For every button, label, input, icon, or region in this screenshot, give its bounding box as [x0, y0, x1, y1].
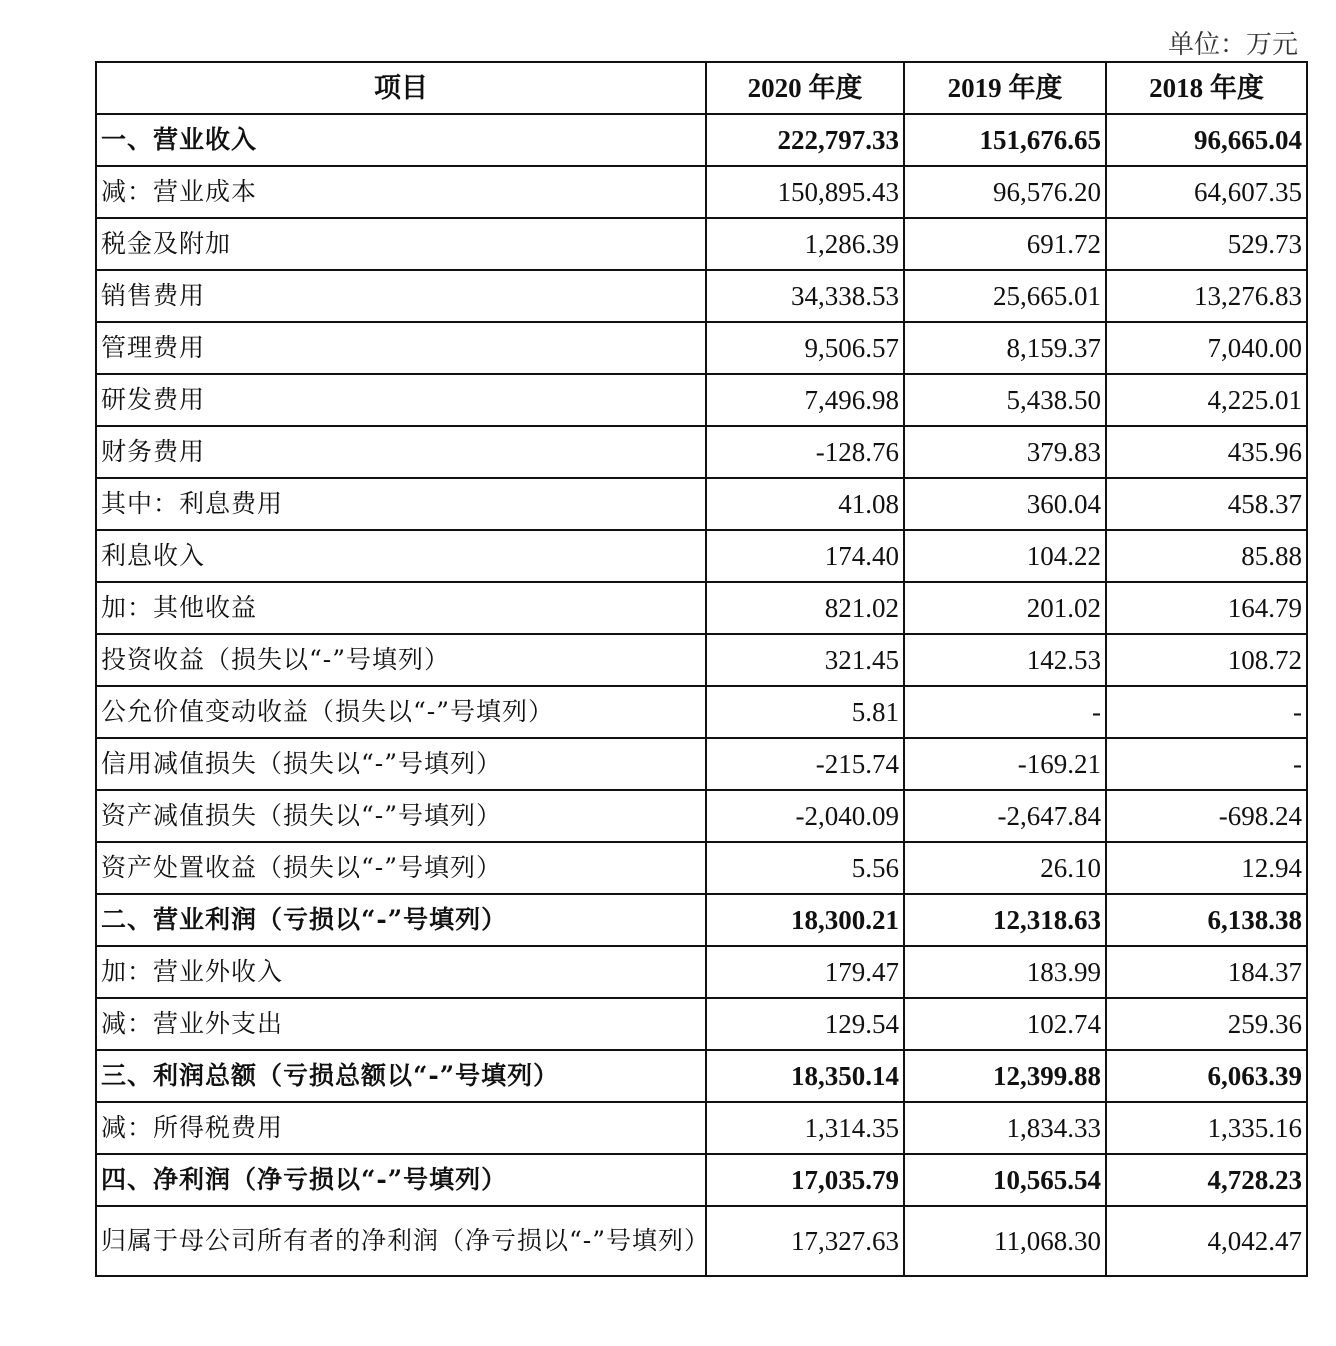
- value-2020: 5.56: [706, 842, 904, 894]
- row-label: 四、净利润（净亏损以“-”号填列）: [96, 1154, 706, 1206]
- table-row: [96, 218, 1307, 270]
- value-2019: -: [904, 686, 1106, 738]
- value-2018: 6,138.38: [1106, 894, 1307, 946]
- value-2018: 7,040.00: [1106, 322, 1307, 374]
- value-2020: 222,797.33: [706, 114, 904, 166]
- value-2018: 435.96: [1106, 426, 1307, 478]
- column-header-item: 项目: [96, 62, 706, 114]
- value-2020: 174.40: [706, 530, 904, 582]
- table-header-row: [96, 62, 1307, 114]
- table-row: [96, 530, 1307, 582]
- table-row: [96, 1050, 1307, 1102]
- value-2019: 1,834.33: [904, 1102, 1106, 1154]
- value-2019: 5,438.50: [904, 374, 1106, 426]
- row-label: 加：其他收益: [96, 582, 706, 634]
- value-2020: 129.54: [706, 998, 904, 1050]
- row-label: 减：营业成本: [96, 166, 706, 218]
- value-2019: 201.02: [904, 582, 1106, 634]
- row-label: 加：营业外收入: [96, 946, 706, 998]
- value-2019: 142.53: [904, 634, 1106, 686]
- value-2020: 9,506.57: [706, 322, 904, 374]
- table-row: [96, 894, 1307, 946]
- row-label: 利息收入: [96, 530, 706, 582]
- value-2018: -: [1106, 738, 1307, 790]
- table-row: [96, 374, 1307, 426]
- table-row: [96, 686, 1307, 738]
- value-2019: -169.21: [904, 738, 1106, 790]
- value-2018: 4,042.47: [1106, 1206, 1307, 1276]
- unit-label: 单位：万元: [1167, 30, 1298, 60]
- row-label: 研发费用: [96, 374, 706, 426]
- table-row: [96, 842, 1307, 894]
- table-row: [96, 790, 1307, 842]
- value-2018: 259.36: [1106, 998, 1307, 1050]
- value-2019: 151,676.65: [904, 114, 1106, 166]
- table-row: [96, 634, 1307, 686]
- value-2018: 1,335.16: [1106, 1102, 1307, 1154]
- value-2018: 4,225.01: [1106, 374, 1307, 426]
- row-label: 归属于母公司所有者的净利润（净亏损以“-”号填列）: [96, 1206, 706, 1276]
- value-2018: 96,665.04: [1106, 114, 1307, 166]
- value-2019: 12,318.63: [904, 894, 1106, 946]
- table-row: [96, 582, 1307, 634]
- row-label: 税金及附加: [96, 218, 706, 270]
- value-2018: 164.79: [1106, 582, 1307, 634]
- value-2020: 150,895.43: [706, 166, 904, 218]
- row-label: 减：营业外支出: [96, 998, 706, 1050]
- value-2020: 34,338.53: [706, 270, 904, 322]
- value-2018: 529.73: [1106, 218, 1307, 270]
- table-row: [96, 270, 1307, 322]
- value-2020: 5.81: [706, 686, 904, 738]
- value-2018: 458.37: [1106, 478, 1307, 530]
- table-row: [96, 998, 1307, 1050]
- value-2018: -698.24: [1106, 790, 1307, 842]
- income-statement-table: [95, 61, 1308, 1277]
- value-2019: 8,159.37: [904, 322, 1106, 374]
- table-row: [96, 166, 1307, 218]
- value-2020: -2,040.09: [706, 790, 904, 842]
- row-label: 二、营业利润（亏损以“-”号填列）: [96, 894, 706, 946]
- value-2018: 85.88: [1106, 530, 1307, 582]
- value-2019: 10,565.54: [904, 1154, 1106, 1206]
- value-2020: 179.47: [706, 946, 904, 998]
- row-label: 信用减值损失（损失以“-”号填列）: [96, 738, 706, 790]
- column-header-2019: 2019 年度: [904, 62, 1106, 114]
- value-2018: 6,063.39: [1106, 1050, 1307, 1102]
- value-2020: 17,327.63: [706, 1206, 904, 1276]
- value-2018: -: [1106, 686, 1307, 738]
- row-label: 财务费用: [96, 426, 706, 478]
- value-2018: 184.37: [1106, 946, 1307, 998]
- value-2020: 18,350.14: [706, 1050, 904, 1102]
- row-label: 管理费用: [96, 322, 706, 374]
- value-2020: -128.76: [706, 426, 904, 478]
- value-2020: 1,314.35: [706, 1102, 904, 1154]
- value-2020: 7,496.98: [706, 374, 904, 426]
- table-row: [96, 114, 1307, 166]
- table-row: [96, 426, 1307, 478]
- value-2020: 321.45: [706, 634, 904, 686]
- value-2019: 25,665.01: [904, 270, 1106, 322]
- row-label: 销售费用: [96, 270, 706, 322]
- table-row: [96, 322, 1307, 374]
- value-2019: 102.74: [904, 998, 1106, 1050]
- row-label: 其中：利息费用: [96, 478, 706, 530]
- table-row: [96, 946, 1307, 998]
- row-label: 一、营业收入: [96, 114, 706, 166]
- value-2020: 18,300.21: [706, 894, 904, 946]
- table-row: [96, 1154, 1307, 1206]
- row-label: 减：所得税费用: [96, 1102, 706, 1154]
- value-2020: 17,035.79: [706, 1154, 904, 1206]
- row-label: 公允价值变动收益（损失以“-”号填列）: [96, 686, 706, 738]
- value-2020: -215.74: [706, 738, 904, 790]
- value-2019: 26.10: [904, 842, 1106, 894]
- row-label: 投资收益（损失以“-”号填列）: [96, 634, 706, 686]
- value-2018: 64,607.35: [1106, 166, 1307, 218]
- table-row: [96, 738, 1307, 790]
- value-2018: 12.94: [1106, 842, 1307, 894]
- value-2019: 96,576.20: [904, 166, 1106, 218]
- value-2019: 360.04: [904, 478, 1106, 530]
- row-label: 资产减值损失（损失以“-”号填列）: [96, 790, 706, 842]
- value-2019: 183.99: [904, 946, 1106, 998]
- value-2020: 1,286.39: [706, 218, 904, 270]
- table-row: [96, 1206, 1307, 1276]
- row-label: 三、利润总额（亏损总额以“-”号填列）: [96, 1050, 706, 1102]
- value-2019: -2,647.84: [904, 790, 1106, 842]
- value-2020: 41.08: [706, 478, 904, 530]
- value-2019: 12,399.88: [904, 1050, 1106, 1102]
- column-header-2018: 2018 年度: [1106, 62, 1307, 114]
- value-2019: 11,068.30: [904, 1206, 1106, 1276]
- value-2019: 104.22: [904, 530, 1106, 582]
- value-2018: 13,276.83: [1106, 270, 1307, 322]
- value-2018: 4,728.23: [1106, 1154, 1307, 1206]
- table-row: [96, 1102, 1307, 1154]
- value-2019: 379.83: [904, 426, 1106, 478]
- row-label: 资产处置收益（损失以“-”号填列）: [96, 842, 706, 894]
- table-row: [96, 478, 1307, 530]
- column-header-2020: 2020 年度: [706, 62, 904, 114]
- value-2019: 691.72: [904, 218, 1106, 270]
- value-2020: 821.02: [706, 582, 904, 634]
- value-2018: 108.72: [1106, 634, 1307, 686]
